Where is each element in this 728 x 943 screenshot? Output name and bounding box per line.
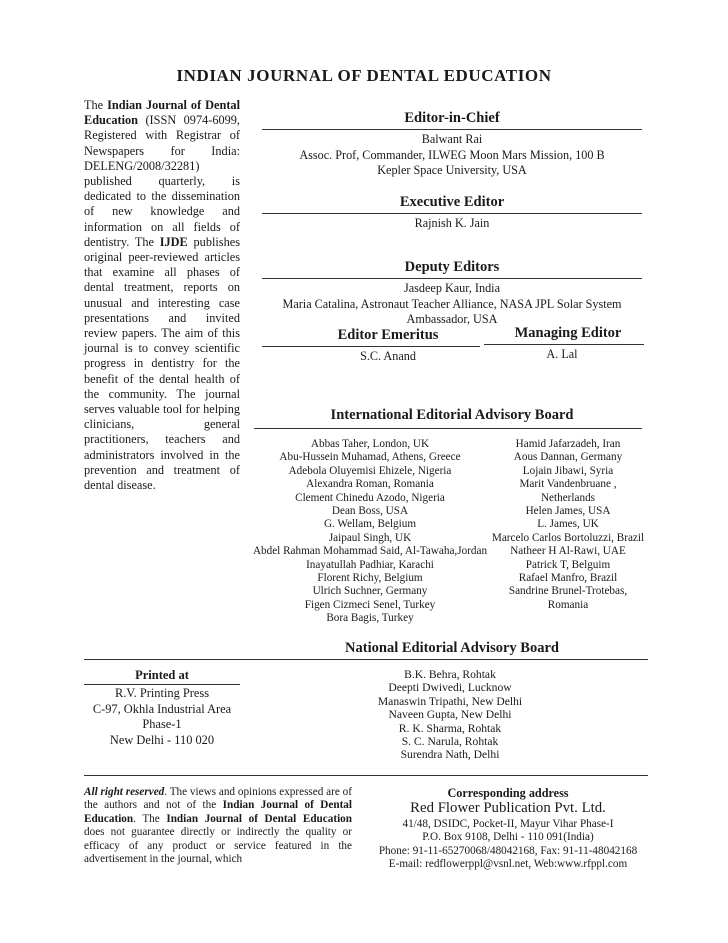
board-member: Romania <box>547 598 589 611</box>
editor-emeritus-name: S.C. Anand <box>360 349 416 363</box>
board-member: Surendra Nath, Delhi <box>400 748 500 762</box>
board-member: Marit Vandenbruane , <box>519 478 617 491</box>
board-member: Natheer H Al-Rawi, UAE <box>510 545 626 558</box>
intro-text: (ISSN 0974-6099, Registered with Registrar of Newspapers for India: DELENG/2008/32281) published quarterly, is dedicated to the dissemination of new knowledge and information on all fields of dentistry. The <box>84 113 240 249</box>
board-member: B.K. Behra, Rohtak <box>404 668 496 681</box>
rights-journal-name: Indian Journal of Dental Education <box>84 799 352 825</box>
board-member: Aous Dannan, Germany <box>513 451 623 464</box>
divider <box>262 346 480 347</box>
publisher-address <box>366 818 650 872</box>
publisher-address-line: E-mail: redflowerppl@vsnl.net, Web:www.rfppl.com <box>388 858 628 871</box>
board-member: Jaipaul Singh, UK <box>328 531 412 544</box>
board-member: Patrick T, Belguim <box>525 558 611 571</box>
printer-address-line: C-97, Okhla Industrial Area <box>92 701 232 716</box>
editor-in-chief-name: Balwant Rai <box>421 132 483 146</box>
publisher-address-line: P.O. Box 9108, Delhi - 110 091(India) <box>422 831 594 844</box>
managing-editor-name: A. Lal <box>546 347 578 361</box>
rights-paragraph <box>84 786 352 866</box>
board-member: Abu-Hussein Muhamad, Athens, Greece <box>279 451 461 464</box>
board-member: Manaswin Tripathi, New Delhi <box>377 694 523 708</box>
board-member: Bora Bagis, Turkey <box>326 612 414 625</box>
managing-editor-heading: Managing Editor <box>514 325 622 341</box>
deputy-editor-name: Jasdeep Kaur, India <box>404 281 500 295</box>
board-member: R. K. Sharma, Rohtak <box>398 721 502 735</box>
journal-title: INDIAN JOURNAL OF DENTAL EDUCATION <box>176 66 552 85</box>
board-member: Helen James, USA <box>525 505 611 518</box>
intro-text: publishes original peer-reviewed articles that examine all phases of dental treatment, reports on unusual and interesting case presentations and invited review papers. The aim of this journal is to convey scientific progress in dentistry for the benefit of the dental health of the community. The journal serves valuable tool for helping clinicians, general practitioners, teachers and administrators involved in the prevention and treatment of dental disease. <box>84 234 240 493</box>
intro-text: The <box>84 98 104 112</box>
divider <box>262 278 642 279</box>
publisher-name: Red Flower Publication Pvt. Ltd. <box>410 800 606 816</box>
board-member: S. C. Narula, Rohtak <box>401 735 499 749</box>
international-board-heading: International Editorial Advisory Board <box>330 407 574 423</box>
rights-text: . The views and opinions expressed are of the authors and not of the <box>84 786 352 812</box>
rights-text: . The <box>133 812 160 825</box>
divider <box>84 659 648 660</box>
board-member: L. James, UK <box>537 518 599 531</box>
printed-at-heading: Printed at <box>135 668 189 682</box>
deputy-editor-name: Maria Catalina, Astronaut Teacher Alliance, NASA JPL Solar System <box>282 296 622 311</box>
divider <box>262 129 642 130</box>
board-member: Rafael Manfro, Brazil <box>518 572 618 585</box>
board-member: Ulrich Suchner, Germany <box>312 585 428 598</box>
national-board-list <box>330 668 570 762</box>
divider <box>484 344 644 345</box>
printer-address-line: R.V. Printing Press <box>114 686 210 700</box>
corresponding-address-heading: Corresponding address <box>447 786 569 800</box>
deputy-editor-name: Ambassador, USA <box>406 312 498 326</box>
board-member: Alexandra Roman, Romania <box>306 478 434 491</box>
editor-in-chief-affiliation: Assoc. Prof, Commander, ILWEG Moon Mars Mission, 100 B <box>299 147 605 162</box>
divider <box>254 428 642 429</box>
board-member: Naveen Gupta, New Delhi <box>388 708 512 722</box>
intro-journal-name: Indian Journal of Dental Education <box>84 98 240 128</box>
divider <box>84 684 240 685</box>
board-member: Figen Cizmeci Senel, Turkey <box>304 598 436 611</box>
divider <box>262 213 642 214</box>
deputy-editors-heading: Deputy Editors <box>404 259 500 275</box>
board-member: Clement Chinedu Azodo, Nigeria <box>295 491 445 504</box>
divider <box>84 775 648 776</box>
printer-address-line: New Delhi - 110 020 <box>109 732 215 747</box>
editor-in-chief-block <box>262 132 642 179</box>
international-board-list-right <box>490 438 646 612</box>
executive-editor-heading: Executive Editor <box>399 194 505 210</box>
editor-in-chief-affiliation: Kepler Space University, USA <box>377 163 527 177</box>
board-member: G. Wellam, Belgium <box>323 518 417 531</box>
executive-editor-name: Rajnish K. Jain <box>414 216 490 230</box>
board-member: Marcelo Carlos Bortoluzzi, Brazil <box>491 531 645 544</box>
board-member: Sandrine Brunel-Trotebas, <box>508 585 628 598</box>
board-member: Abdel Rahman Mohammad Said, Al-Tawaha,Jordan <box>252 545 488 558</box>
board-member: Inayatullah Padhiar, Karachi <box>306 558 434 571</box>
board-member: Adebola Oluyemisi Ehizele, Nigeria <box>288 464 452 477</box>
intro-journal-abbr: IJDE <box>159 234 188 249</box>
rights-journal-name: Indian Journal of Dental Education <box>166 812 352 825</box>
board-member: Dean Boss, USA <box>331 505 409 518</box>
editor-in-chief-heading: Editor-in-Chief <box>404 110 500 126</box>
board-member: Florent Richy, Belgium <box>317 572 423 585</box>
editor-emeritus-heading: Editor Emeritus <box>337 327 439 343</box>
rights-lead: All right reserved <box>84 786 165 798</box>
rights-text: does not guarantee directly or indirectly the quality or efficacy of any product or service featured in the advertisement in the journal, which <box>84 826 352 866</box>
intro-paragraph <box>84 98 240 493</box>
board-member: Deepti Dwivedi, Lucknow <box>388 681 512 695</box>
deputy-editors-block <box>250 281 654 328</box>
publisher-address-line: Phone: 91-11-65270068/48042168, Fax: 91-11-48042168 <box>378 844 638 857</box>
printer-address-line: Phase-1 <box>142 717 182 732</box>
international-board-list-left <box>250 438 490 626</box>
board-member: Abbas Taher, London, UK <box>310 438 430 450</box>
board-member: Lojain Jibawi, Syria <box>522 464 614 477</box>
board-member: Netherlands <box>540 491 596 504</box>
printed-at-address <box>78 686 246 748</box>
board-member: Hamid Jafarzadeh, Iran <box>515 438 621 450</box>
national-board-heading: National Editorial Advisory Board <box>345 640 559 656</box>
publisher-address-line: 41/48, DSIDC, Pocket-II, Mayur Vihar Phase-I <box>402 818 614 830</box>
